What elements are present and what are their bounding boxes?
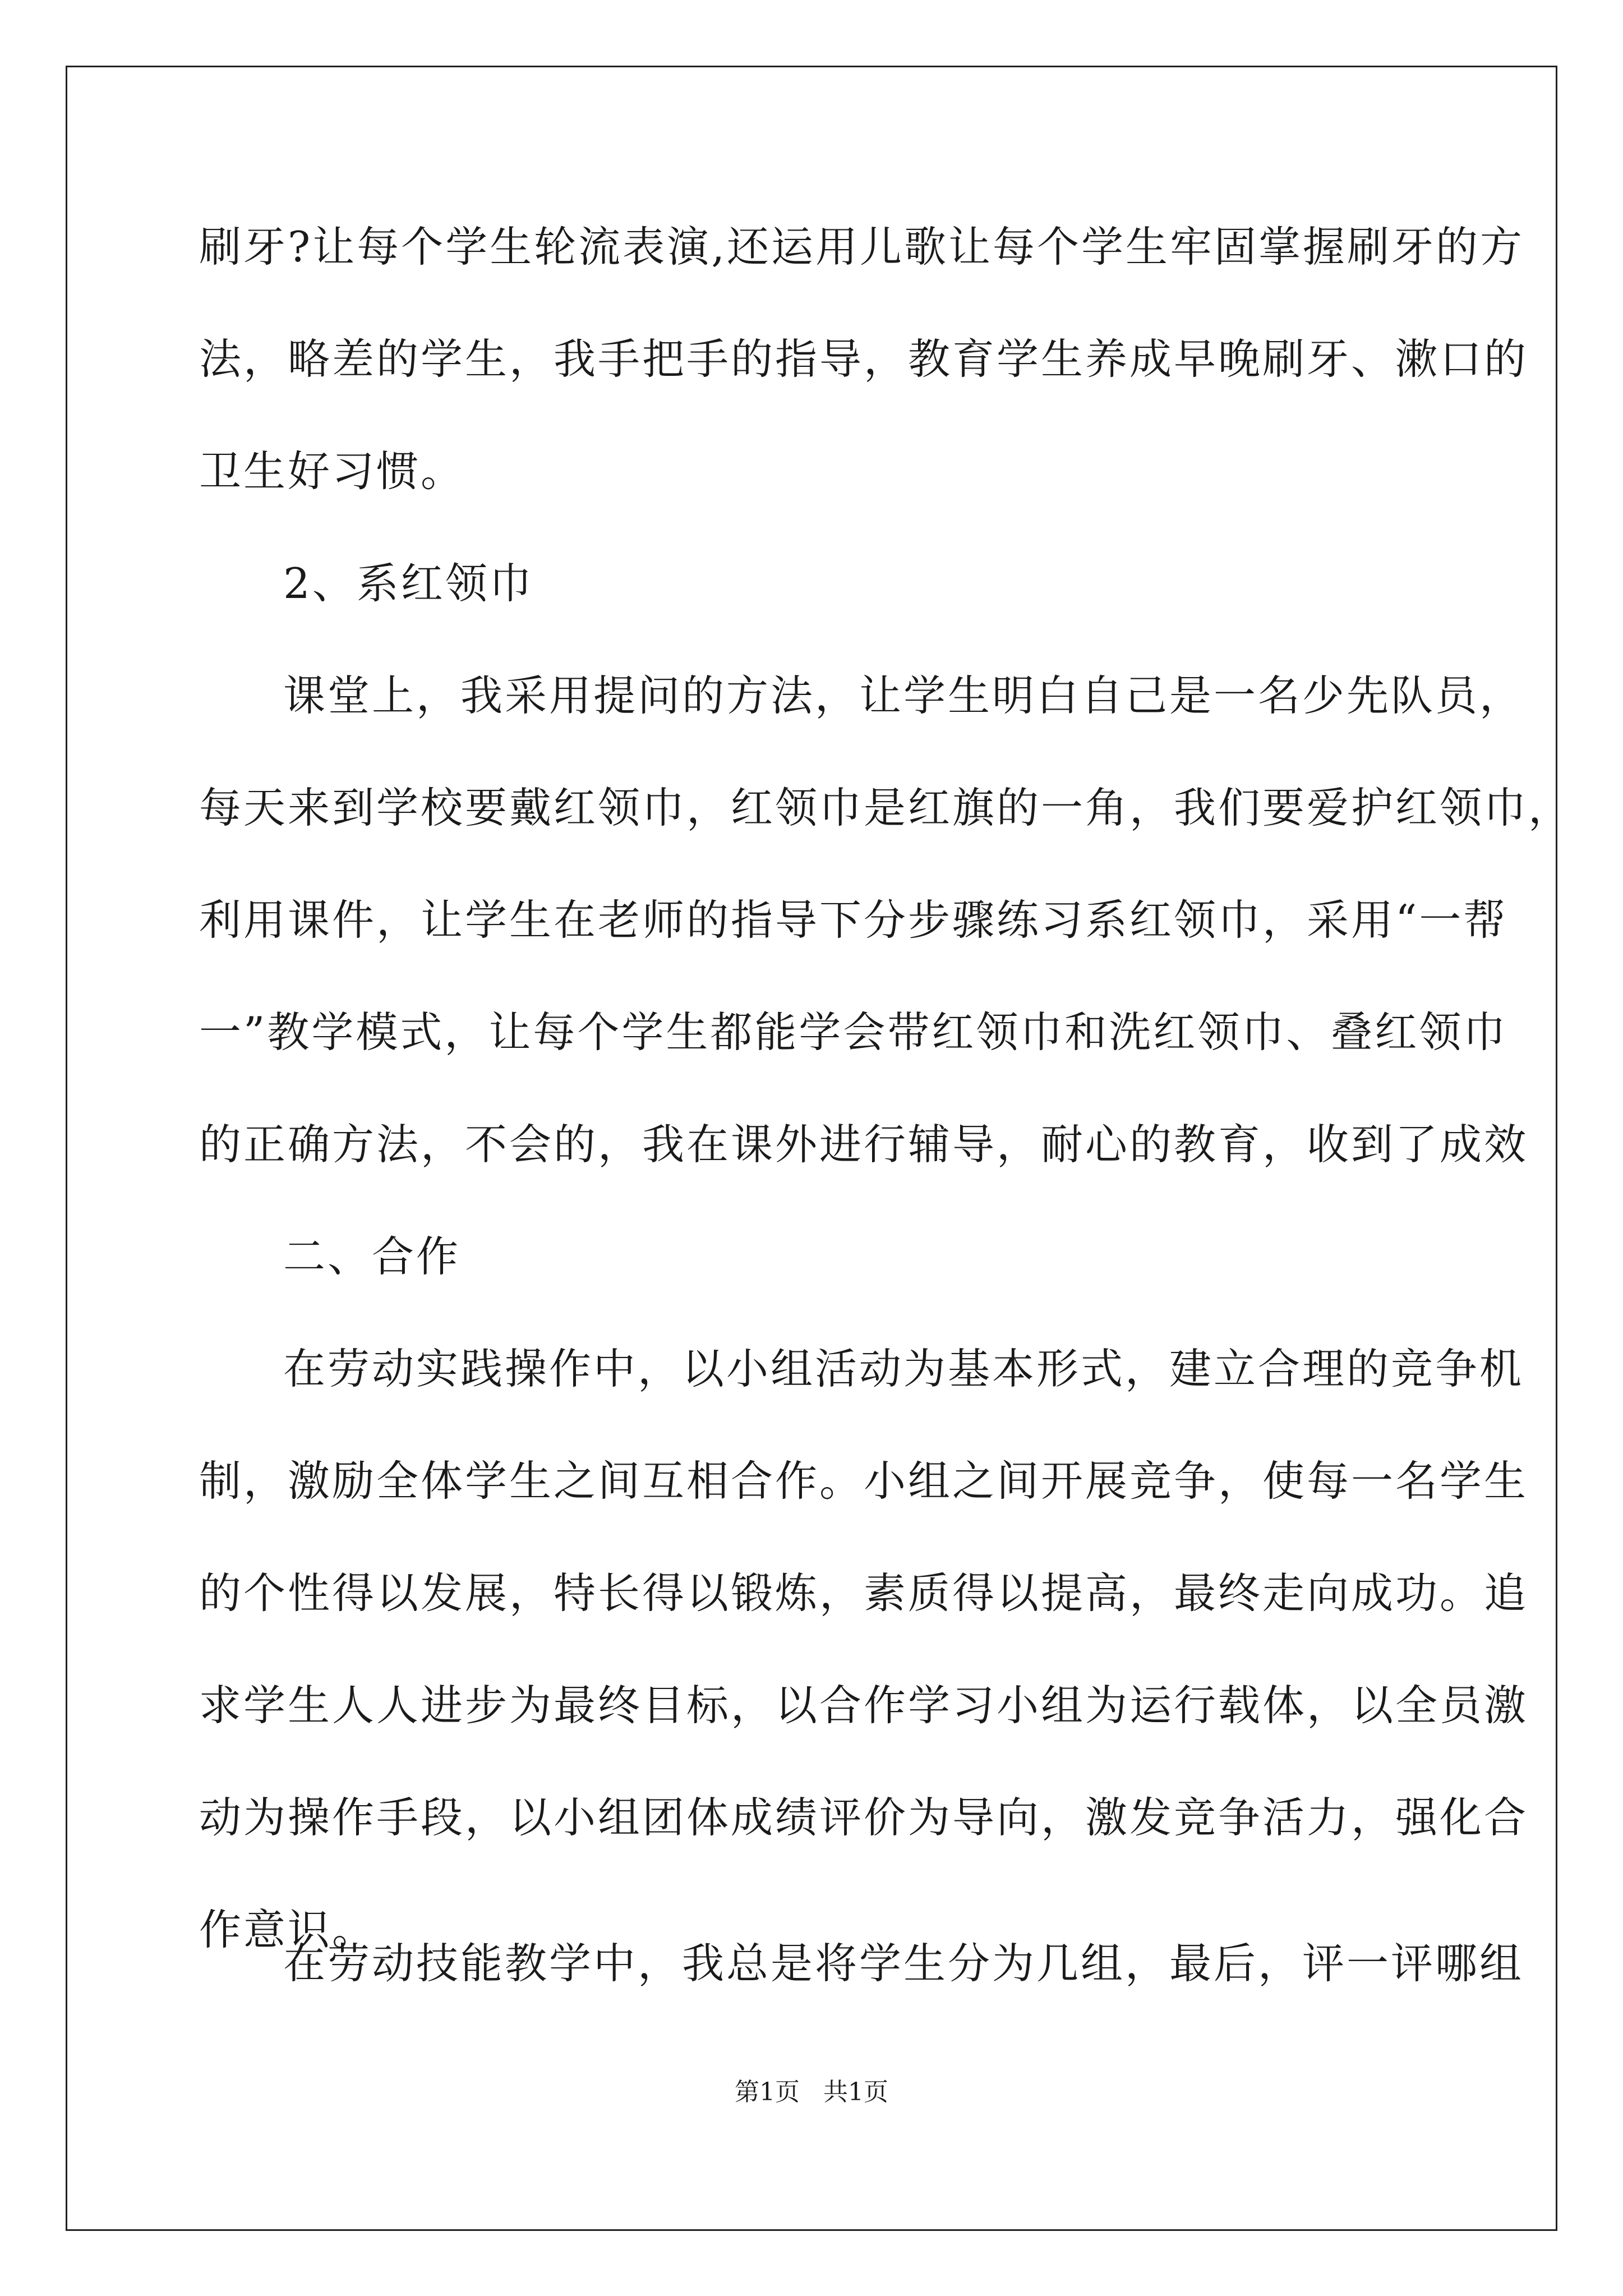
body-text-line: 在劳动实践操作中，以小组活动为基本形式，建立合理的竞争机 <box>283 1344 1524 1393</box>
body-text-line: 制，激励全体学生之间互相合作。小组之间开展竞争，使每一名学生 <box>199 1456 1529 1506</box>
body-text-line: 动为操作手段，以小组团体成绩评价为导向，激发竞争活力，强化合 <box>199 1793 1529 1842</box>
body-text-line: 一”教学模式，让每个学生都能学会带红领巾和洗红领巾、叠红领巾 <box>199 1007 1508 1057</box>
body-text-line: 求学生人人进步为最终目标，以合作学习小组为运行载体，以全员激 <box>199 1681 1529 1730</box>
body-text-line: 刷牙?让每个学生轮流表演,还运用儿歌让每个学生牢固掌握刷牙的方 <box>199 222 1525 272</box>
body-text-line: 每天来到学校要戴红领巾，红领巾是红旗的一角，我们要爱护红领巾， <box>199 783 1573 832</box>
body-text-line: 利用课件，让学生在老师的指导下分步骤练习系红领巾，采用“一帮 <box>199 895 1508 945</box>
section-heading: 2、系红领巾 <box>283 559 534 608</box>
body-text-line: 在劳动技能教学中，我总是将学生分为几组，最后，评一评哪组 <box>283 1939 1524 1988</box>
body-text-line: 卫生好习惯。 <box>199 447 465 496</box>
body-text-line: 作意识。 <box>199 1905 377 1954</box>
body-text-line: 的正确方法，不会的，我在课外进行辅导，耐心的教育，收到了成效 <box>199 1120 1529 1169</box>
body-text-line: 法，略差的学生，我手把手的指导，教育学生养成早晚刷牙、漱口的 <box>199 334 1529 384</box>
body-text-line: 的个性得以发展，特长得以锻炼，素质得以提高，最终走向成功。追 <box>199 1568 1529 1618</box>
page-footer: 第1页 共1页 <box>735 2078 888 2106</box>
section-heading: 二、合作 <box>283 1232 461 1281</box>
body-text-line: 课堂上，我采用提问的方法，让学生明白自己是一名少先队员， <box>283 671 1524 720</box>
